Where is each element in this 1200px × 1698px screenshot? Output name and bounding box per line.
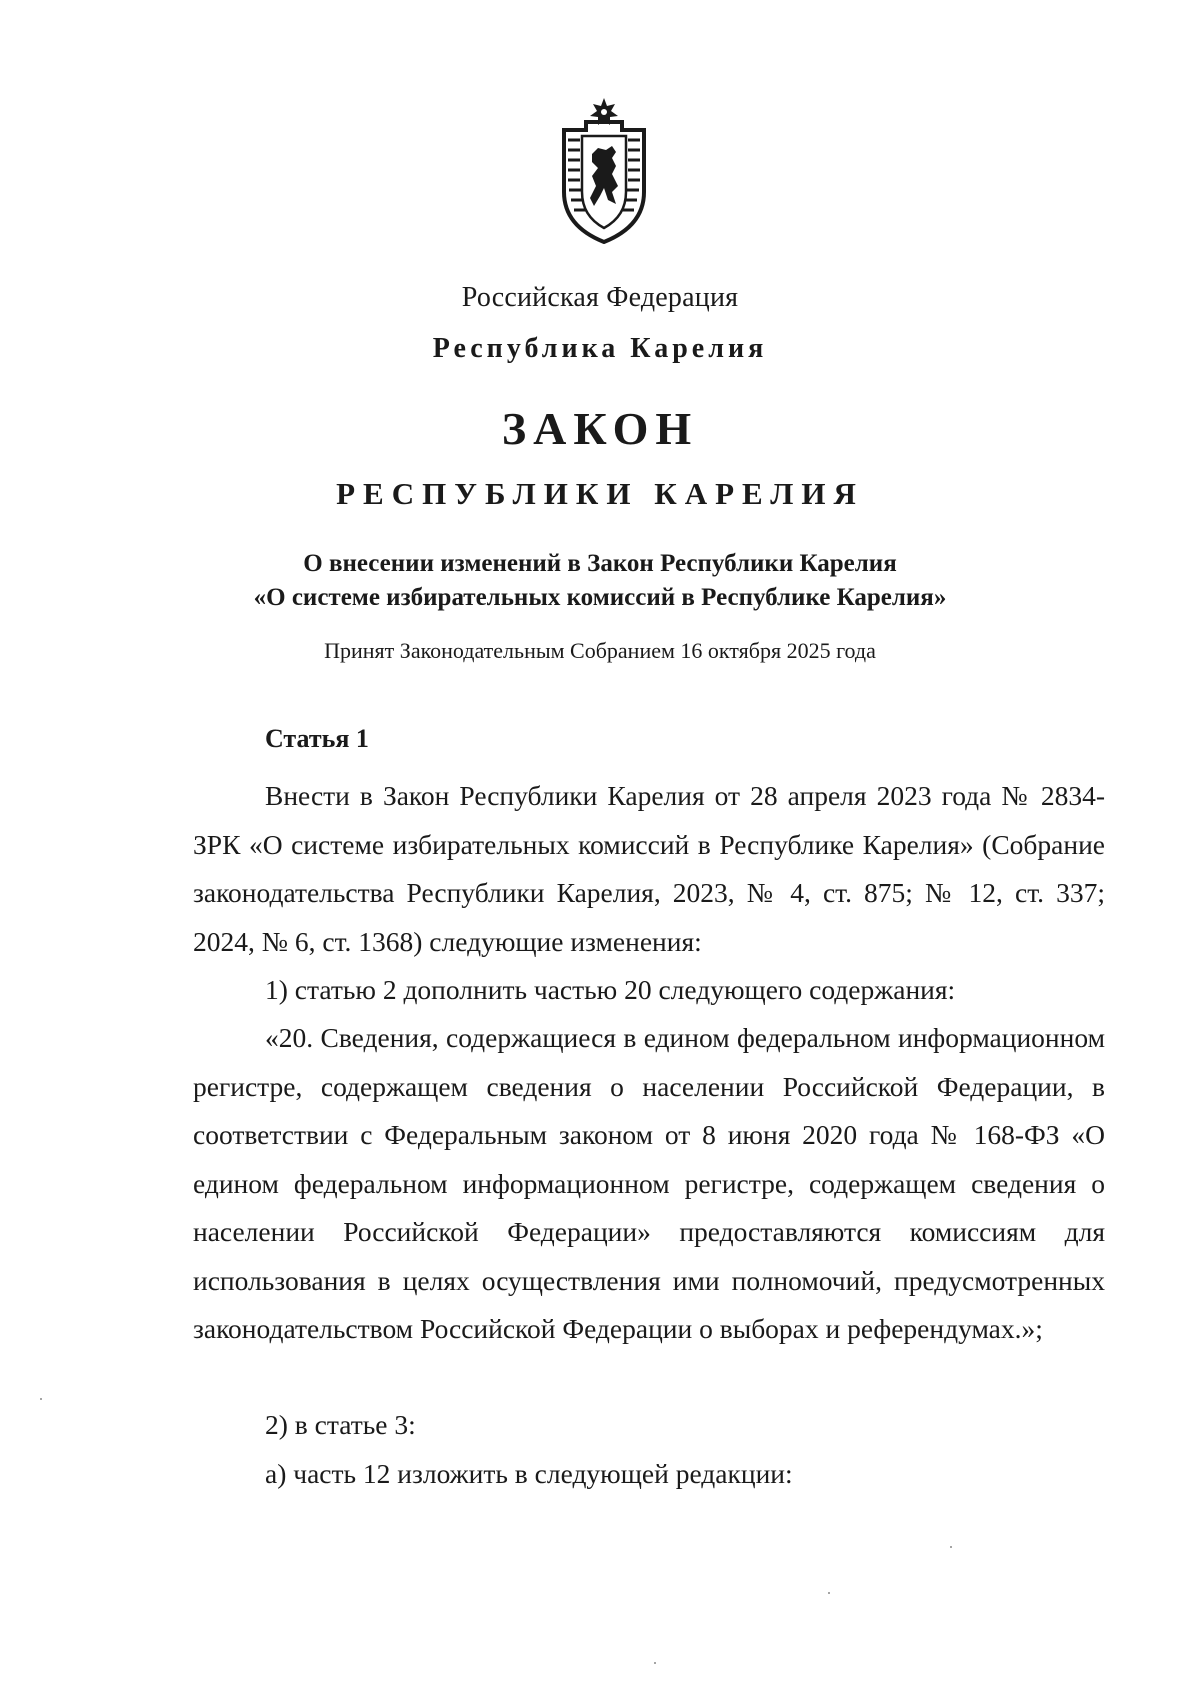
article-paragraph: а) часть 12 изложить в следующей редакции:: [265, 1458, 793, 1489]
scan-speck: [40, 1398, 42, 1400]
adoption-date: Принят Законодательным Собранием 16 октября 2025 года: [324, 638, 876, 663]
law-subject-line-2: «О системе избирательных комиссий в Республике Карелия»: [253, 584, 947, 611]
article-paragraph: «20. Сведения, содержащиеся в едином федеральном информационном регистре, содержащем сведения о населении Российской Федерации, в соответствии с Федеральным законом от 8 июня 2020 года № 168-ФЗ «О едином федеральном информационном регистре, содержащем сведения о населении Российской Федерации» предоставляются комиссиям для использования в целях осуществления ими полномочий, предусмотренных законодательством Российской Федерации о выборах и референдумах.»;: [193, 1022, 1105, 1344]
law-subject: [0, 547, 1200, 615]
article-heading: Статья 1: [265, 724, 369, 753]
country-name: Российская Федерация: [461, 282, 739, 313]
article-paragraph: Внести в Закон Республики Карелия от 28 апреля 2023 года № 2834-ЗРК «О системе избирательных комиссий в Республике Карелия» (Собрание законодательства Республики Карелия, 2023, № 4, ст. 875; № 12, ст. 337; 2024, № 6, ст. 1368) следующие изменения:: [193, 780, 1105, 957]
document-type-subtitle: РЕСПУБЛИКИ КАРЕЛИЯ: [336, 476, 864, 511]
scan-speck: [950, 1546, 952, 1548]
article-paragraph: 1) статью 2 дополнить частью 20 следующего содержания:: [265, 974, 956, 1005]
karelia-coat-of-arms-icon: [556, 96, 652, 244]
scan-speck: [828, 1592, 830, 1594]
law-subject-line-1: О внесении изменений в Закон Республики Карелия: [303, 550, 897, 577]
republic-name: Республика Карелия: [432, 333, 768, 364]
document-type: ЗАКОН: [501, 403, 699, 454]
article-paragraph: 2) в статье 3:: [265, 1409, 416, 1440]
scan-speck: [654, 1662, 656, 1664]
